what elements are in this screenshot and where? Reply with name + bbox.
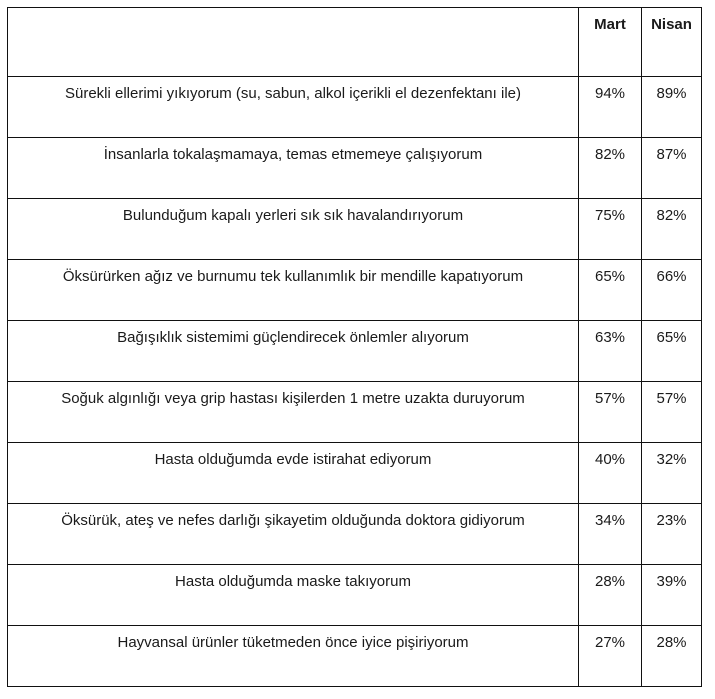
nisan-value: 28% [642, 626, 702, 687]
table-row [8, 138, 702, 199]
mart-value: 75% [579, 199, 642, 260]
row-label: Bulunduğum kapalı yerleri sık sık havalandırıyorum [8, 199, 579, 260]
row-label: Sürekli ellerimi yıkıyorum (su, sabun, alkol içerikli el dezenfektanı ile) [8, 77, 579, 138]
nisan-value: 23% [642, 504, 702, 565]
survey-table [7, 7, 702, 687]
table-row [8, 504, 702, 565]
nisan-value: 89% [642, 77, 702, 138]
mart-value: 94% [579, 77, 642, 138]
table-row [8, 77, 702, 138]
mart-value: 34% [579, 504, 642, 565]
header-cell-nisan: Nisan [642, 8, 702, 77]
mart-value: 40% [579, 443, 642, 504]
table-row [8, 443, 702, 504]
header-cell-description [8, 8, 579, 77]
row-label: Hayvansal ürünler tüketmeden önce iyice pişiriyorum [8, 626, 579, 687]
mart-value: 82% [579, 138, 642, 199]
row-label: Hasta olduğumda evde istirahat ediyorum [8, 443, 579, 504]
mart-value: 65% [579, 260, 642, 321]
mart-value: 57% [579, 382, 642, 443]
nisan-value: 57% [642, 382, 702, 443]
row-label: Soğuk algınlığı veya grip hastası kişilerden 1 metre uzakta duruyorum [8, 382, 579, 443]
nisan-value: 39% [642, 565, 702, 626]
table-row [8, 626, 702, 687]
row-label: Bağışıklık sistemimi güçlendirecek önlemler alıyorum [8, 321, 579, 382]
table-row [8, 199, 702, 260]
row-label: Öksürürken ağız ve burnumu tek kullanımlık bir mendille kapatıyorum [8, 260, 579, 321]
mart-value: 27% [579, 626, 642, 687]
table-row [8, 382, 702, 443]
table-row [8, 260, 702, 321]
mart-value: 63% [579, 321, 642, 382]
row-label: İnsanlarla tokalaşmamaya, temas etmemeye çalışıyorum [8, 138, 579, 199]
header-cell-mart: Mart [579, 8, 642, 77]
nisan-value: 87% [642, 138, 702, 199]
table-row [8, 321, 702, 382]
table-row [8, 565, 702, 626]
row-label: Öksürük, ateş ve nefes darlığı şikayetim olduğunda doktora gidiyorum [8, 504, 579, 565]
document-sheet [7, 7, 702, 687]
header-row [8, 8, 702, 77]
nisan-value: 82% [642, 199, 702, 260]
nisan-value: 65% [642, 321, 702, 382]
mart-value: 28% [579, 565, 642, 626]
nisan-value: 32% [642, 443, 702, 504]
nisan-value: 66% [642, 260, 702, 321]
row-label: Hasta olduğumda maske takıyorum [8, 565, 579, 626]
